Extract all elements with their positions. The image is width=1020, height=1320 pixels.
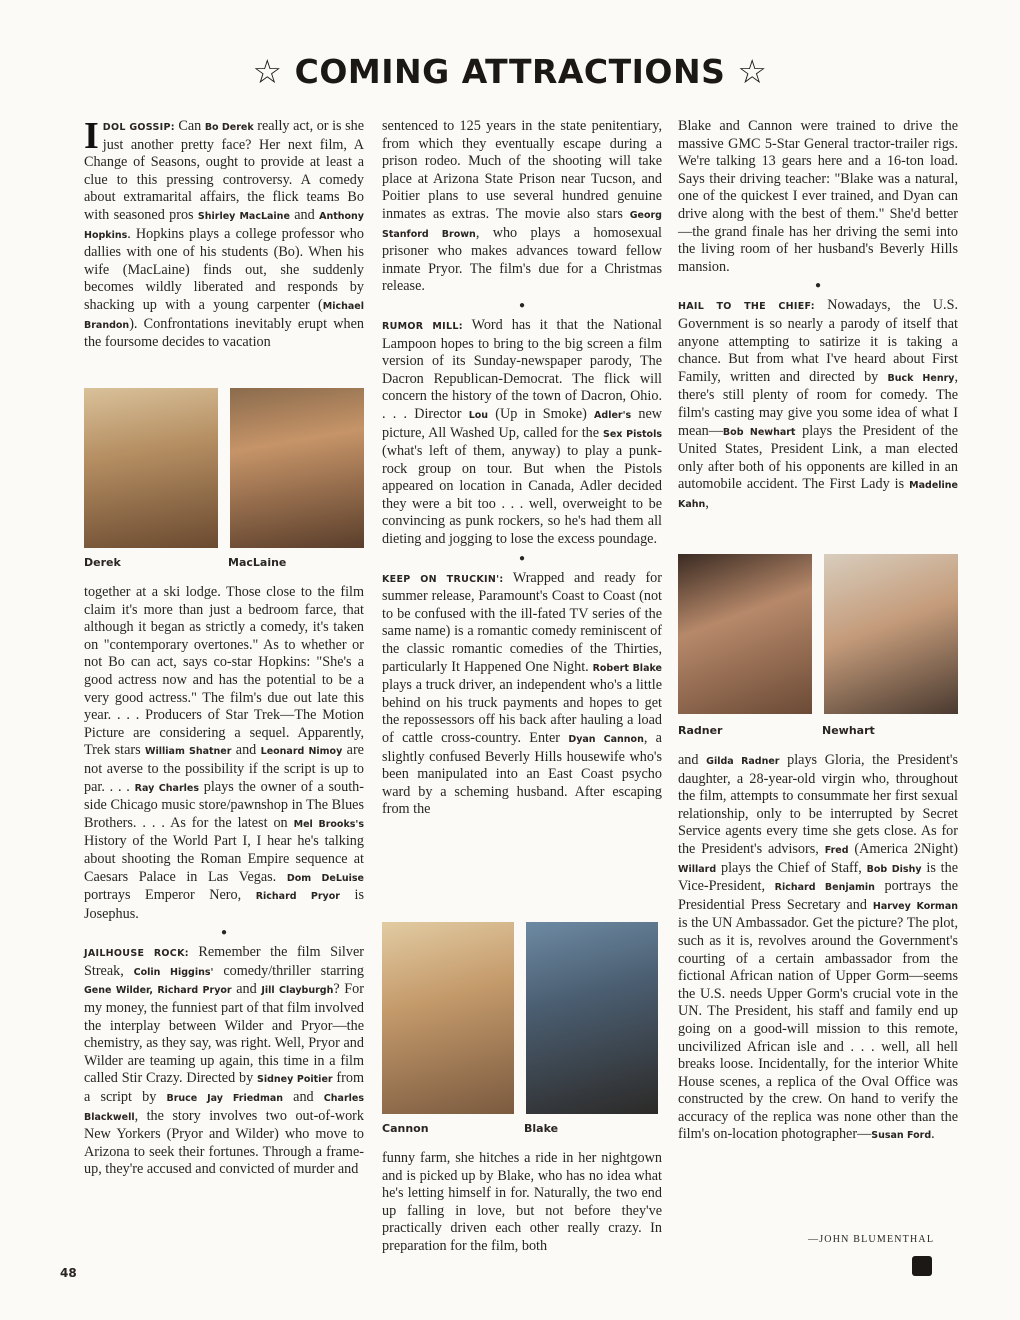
caption-maclaine: MacLaine: [228, 556, 287, 569]
magazine-logo-icon: [912, 1256, 932, 1276]
photo-maclaine: [230, 388, 364, 548]
section-divider: ●: [814, 280, 822, 292]
section-divider: ●: [518, 552, 526, 564]
caption-newhart: Newhart: [822, 724, 875, 737]
page-title: ☆ COMING ATTRACTIONS ☆: [252, 52, 768, 91]
photo-row-cannon-blake: [382, 922, 658, 1114]
column-1-continued: [84, 584, 364, 1179]
photo-cannon: [382, 922, 514, 1114]
column-3-continued: [678, 752, 958, 1145]
column-2-continued: [382, 1150, 662, 1256]
paragraph-keep-on-truckin-cont: funny farm, she hitches a ride in her nightgown and is picked up by Blake, who has no idea what he's letting himself in for. Naturally, the two end up falling in love, but not before they've practically driven each other really crazy. In preparation for the film, both: [382, 1150, 662, 1254]
photo-derek: [84, 388, 218, 548]
caption-blake: Blake: [524, 1122, 559, 1135]
caption-radner: Radner: [678, 724, 723, 737]
author-signoff: —JOHN BLUMENTHAL: [808, 1234, 935, 1245]
paragraph-rumor-mill: RUMOR MILL: Word has it that the National Lampoon hopes to bring to the big screen a film version of its Sunday-newspaper parody, The Dacron Republican-Democrat. The flick will concern the history of the town of Dacron, Ohio. . . . Director Lou (Up in Smoke) Adler's new picture, All Washed Up, called for the Sex Pistols (what's left of them, anyway) to play a punk-rock group on tour. But when the Pistols appeared on location in Canada, Adler decided they were a bit too . . . well, overweight to be convincing as punk rockers, so he's had them all dieting and jogging to lose the excess poundage.: [382, 316, 662, 548]
section-divider: ●: [220, 927, 228, 939]
column-3: [678, 118, 958, 513]
paragraph-hail-to-the-chief-cont: and Gilda Radner plays Gloria, the President's daughter, a 28-year-old virgin who, throughout the film, attempts to consummate her first sexual relationship, only to be interrupted by Secret Service agents every time she gets close. As for the President's advisors, Fred (America 2Night) Willard plays the Chief of Staff, Bob Dishy is the Vice-President, Richard Benjamin portrays the Presidential Press Secretary and Harvey Korman is the UN Ambassador. Get the picture? The plot, such as it is, revolves around the Government's courting of a certain ambassador from the fictional African nation of Upper Gorm—seems the U.S. needs Upper Gorm's crucial vote in the UN. The President, his staff and family end up going on a good-will mission to this remote, uncivilized African isle and . . . well, all hell breaks loose. Incidentally, for the interior White House scenes, a replica of the Oval Office was constructed by the crew. On hand to verify the accuracy of the replica was none other than the film's on-location photographer—Susan Ford.: [678, 752, 959, 1143]
paragraph-idol-gossip: IDOL GOSSIP: Can Bo Derek really act, or is she just another pretty face? Her next film, A Change of Seasons, ought to provide at least a clue to this pressing controversy. A comedy about extramarital affairs, the flick teams Bo with seasoned pros Shirley MacLaine and Anthony Hopkins. Hopkins plays a college professor who dallies with one of his students (Bo). When his wife (MacLaine) finds out, she suddenly becomes wildly liberated and responds by shacking up with a young carpenter (Michael Brandon). Confrontations inevitably erupt when the foursome decides to vacation: [84, 115, 364, 351]
photo-row-derek-maclaine: [84, 388, 364, 548]
paragraph-jailhouse-rock: JAILHOUSE ROCK: Remember the film Silver Streak, Colin Higgins' comedy/thriller starring Gene Wilder, Richard Pryor and Jill Clayburgh? For my money, the funniest part of that film involved the interplay between Wilder and Pryor—the chemistry, as they say, was right. Well, Pryor and Wilder are teaming up again, this time in a film called Stir Crazy. Directed by Sidney Poitier from a script by Bruce Jay Friedman and Charles Blackwell, the story involves two out-of-work New Yorkers (Pryor and Wilder) who move to Arizona to seek their fortunes. Through a frame-up, they're accused and convicted of murder and: [84, 944, 364, 1178]
column-2: [382, 118, 662, 819]
page-number: 48: [60, 1266, 77, 1280]
paragraph-keep-on-truckin: KEEP ON TRUCKIN': Wrapped and ready for summer release, Paramount's Coast to Coast (not to be confused with the ill-fated TV series of the same name) is a romantic comedy reminiscent of the classic romantic comedies of the Thirties, particularly It Happened One Night. Robert Blake plays a truck driver, an independent who's a little behind on his truck payments and hopes to get the repossessors off his back after hauling a load of cattle cross-country. Enter Dyan Cannon, a slightly confused Beverly Hills housewife who's been manipulated into an East Coast psycho ward by a scheming husband. After escaping from the: [382, 569, 662, 818]
column-1: [84, 115, 364, 352]
paragraph-idol-gossip-cont: together at a ski lodge. Those close to the film claim it's more than just a bedroom farce, that although it began as strictly a comedy, it's taken on "contemporary overtones." As to whether or not Bo can act, says co-star Hopkins: "She's a good actress now and has the potential to be a very good actress." The film's due out late this year. . . . Producers of Star Trek—The Motion Picture are considering a sequel. Apparently, Trek stars William Shatner and Leonard Nimoy are not averse to the possibility if the script is up to par. . . . Ray Charles plays the owner of a south-side Chicago music store/pawnshop in The Blues Brothers. . . . As for the latest on Mel Brooks's History of the World Part I, I hear he's talking about shooting the Roman Empire sequence at Caesars Palace in Las Vegas. Dom DeLuise portrays Emperor Nero, Richard Pryor is Josephus.: [84, 584, 364, 922]
photo-blake: [526, 922, 658, 1114]
photo-row-radner-newhart: [678, 554, 958, 714]
caption-derek: Derek: [84, 556, 121, 569]
paragraph-stir-crazy-cont: sentenced to 125 years in the state penitentiary, from which they eventually escape during a prison rodeo. Much of the shooting will take place at Arizona State Prison near Tucson, and Poitier plans to use several hundred genuine inmates as extras. The movie also stars Georg Stanford Brown, who plays a homosexual prisoner who makes advances toward fellow inmate Pryor. The film's due for a Christmas release.: [382, 118, 662, 295]
paragraph-hail-to-the-chief: HAIL TO THE CHIEF: Nowadays, the U.S. Government is so nearly a parody of itself that anyone attempting to satirize it is taking a chance. But from what I've heard about First Family, written and directed by Buck Henry, there's still plenty of room for comedy. The film's casting may give you some idea of what I mean—Bob Newhart plays the President of the United States, President Link, a man elected only after both of his opponents are killed in an automobile accident. The First Lady is Madeline Kahn,: [678, 297, 959, 511]
paragraph-coast-to-coast-cont: Blake and Cannon were trained to drive the massive GMC 5-Star General tractor-trailer rigs. We're talking 13 gears here and a 16-ton load. Says their driving teacher: "Blake was a natural, one of the quickest I ever trained, and Dyan can drive along with the best of them." She'd better—the grand finale has her driving the semi into the living room of her husband's Beverly Hills mansion.: [678, 118, 958, 275]
section-divider: ●: [518, 299, 526, 311]
caption-cannon: Cannon: [382, 1122, 429, 1135]
drop-cap: I: [84, 115, 99, 157]
photo-radner: [678, 554, 812, 714]
photo-newhart: [824, 554, 958, 714]
